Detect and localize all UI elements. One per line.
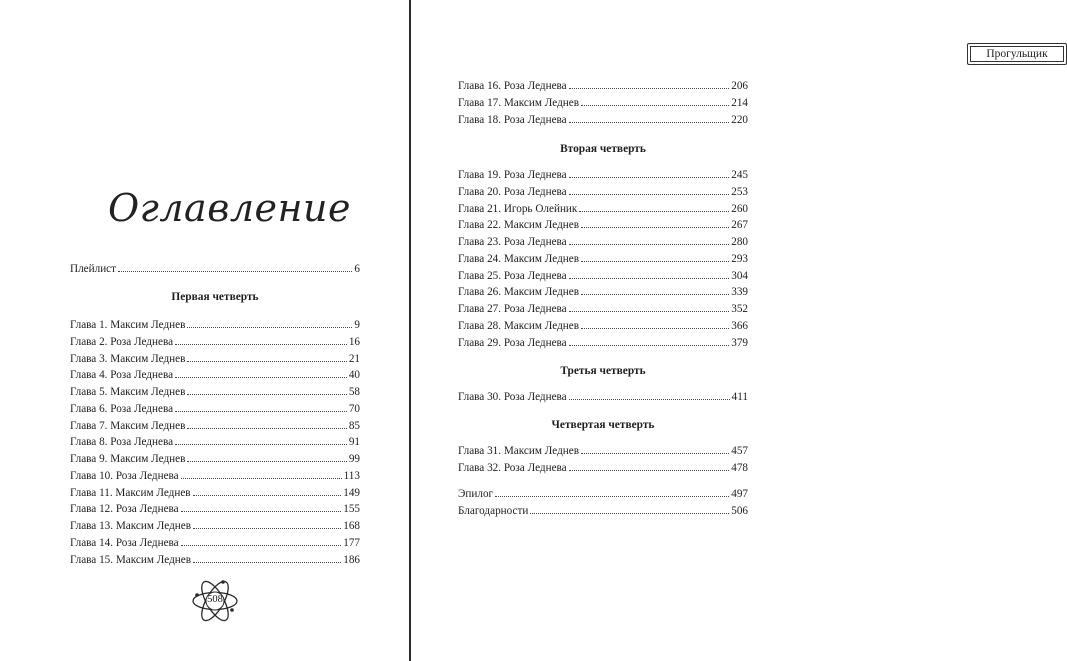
toc-entry-page: 99 <box>348 453 360 465</box>
toc-entry-label: Глава 30. Роза Леднева <box>458 391 567 403</box>
toc-entry-label: Глава 23. Роза Леднева <box>458 236 567 248</box>
left-page <box>0 0 409 661</box>
dot-leader <box>175 401 347 412</box>
toc-entry-label: Глава 22. Максим Леднев <box>458 219 580 232</box>
toc-entry-label: Глава 14. Роза Леднева <box>70 536 179 549</box>
toc-entry-page: 214 <box>731 96 748 109</box>
toc-entry[interactable] <box>458 486 748 503</box>
page-title: Оглавление <box>108 186 352 230</box>
toc-entry-page: 206 <box>731 80 748 92</box>
toc-entry[interactable] <box>70 351 360 368</box>
folio-emblem <box>190 576 240 626</box>
dot-leader <box>187 351 346 362</box>
dot-leader <box>181 468 342 479</box>
toc-entry-label: Глава 4. Роза Леднева <box>70 369 174 382</box>
chapter-list-fourth-quarter <box>458 443 748 477</box>
toc-entry[interactable] <box>70 552 360 569</box>
dot-leader <box>187 451 346 462</box>
dot-leader <box>187 418 346 429</box>
toc-entry-page: 149 <box>343 486 360 499</box>
toc-entry-page: 186 <box>343 553 360 566</box>
section-heading-first-quarter: Первая четверть <box>171 291 259 303</box>
toc-entry[interactable] <box>70 468 360 485</box>
toc-entry[interactable] <box>458 112 748 129</box>
toc-entry[interactable] <box>458 503 748 520</box>
dot-leader <box>530 503 729 514</box>
section-heading-third-quarter: Третья четверть <box>560 365 646 377</box>
toc-entry[interactable] <box>458 301 748 318</box>
toc-entry[interactable] <box>458 335 748 352</box>
toc-entry-page: 253 <box>731 185 748 198</box>
dot-leader <box>193 552 341 563</box>
dot-leader <box>569 78 730 89</box>
toc-entry-label: Глава 2. Роза Леднева <box>70 335 174 348</box>
toc-entry-page: 366 <box>731 319 748 332</box>
chapter-list-second-quarter <box>458 167 748 351</box>
toc-entry-page: 91 <box>348 436 360 449</box>
toc-entry-label: Глава 28. Максим Леднев <box>458 319 580 332</box>
section-heading-second-quarter: Вторая четверть <box>560 143 646 155</box>
dot-leader <box>193 485 342 496</box>
dot-leader <box>569 335 730 346</box>
back-matter-list <box>458 486 748 520</box>
dot-leader <box>579 201 729 212</box>
toc-entry[interactable] <box>458 443 748 460</box>
toc-entry-page: 304 <box>731 269 748 282</box>
toc-entry[interactable] <box>458 201 748 218</box>
toc-entry-label: Глава 13. Максим Леднев <box>70 520 192 532</box>
right-page <box>411 0 1048 661</box>
toc-entry-label: Глава 3. Максим Леднев <box>70 352 186 365</box>
toc-entry-label: Благодарности <box>458 504 529 517</box>
toc-entry[interactable] <box>458 268 748 285</box>
toc-entry-page: 411 <box>731 391 748 403</box>
toc-entry-playlist[interactable] <box>70 261 360 278</box>
toc-entry-page: 70 <box>348 402 360 415</box>
toc-entry-page: 339 <box>731 286 748 299</box>
section-heading-fourth-quarter: Четвертая четверть <box>551 419 655 431</box>
dot-leader <box>569 184 730 195</box>
toc-entry-label: Глава 7. Максим Леднев <box>70 419 186 432</box>
dot-leader <box>118 261 352 272</box>
toc-entry-label: Глава 15. Максим Леднев <box>70 553 192 566</box>
dot-leader <box>581 217 729 228</box>
toc-entry[interactable] <box>458 389 748 406</box>
dot-leader <box>569 112 730 123</box>
toc-entry-page: 168 <box>343 520 360 532</box>
chapter-list-first-quarter <box>70 317 360 568</box>
toc-entry[interactable] <box>458 167 748 184</box>
toc-entry-page: 280 <box>731 236 748 248</box>
toc-entry-label: Глава 6. Роза Леднева <box>70 402 174 415</box>
dot-leader <box>569 268 730 279</box>
toc-entry-label: Глава 8. Роза Леднева <box>70 436 174 449</box>
toc-entry[interactable] <box>458 217 748 234</box>
toc-entry-page: 113 <box>343 469 360 482</box>
toc-entry[interactable] <box>70 317 360 334</box>
toc-entry[interactable] <box>458 234 748 251</box>
toc-entry-page: 245 <box>731 169 748 181</box>
toc-entry-label: Глава 11. Максим Леднев <box>70 486 191 499</box>
toc-entry-label: Плейлист <box>70 263 117 275</box>
toc-entry-page: 177 <box>343 536 360 549</box>
playlist-list <box>70 261 360 278</box>
toc-entry-page: 21 <box>348 352 360 365</box>
toc-entry-label: Глава 25. Роза Леднева <box>458 269 567 282</box>
toc-entry-label: Глава 21. Игорь Олейник <box>458 202 578 215</box>
toc-entry-page: 85 <box>348 419 360 432</box>
toc-entry[interactable] <box>70 367 360 384</box>
dot-leader <box>581 251 729 262</box>
toc-entry-page: 293 <box>731 252 748 265</box>
toc-entry-label: Глава 5. Максим Леднев <box>70 386 186 398</box>
toc-entry-label: Глава 17. Максим Леднев <box>458 96 580 109</box>
toc-entry[interactable] <box>70 334 360 351</box>
dot-leader <box>181 501 342 512</box>
dot-leader <box>569 167 730 178</box>
dot-leader <box>495 486 729 497</box>
toc-entry[interactable] <box>70 518 360 535</box>
toc-entry-label: Глава 1. Максим Леднев <box>70 319 186 331</box>
toc-entry-label: Глава 24. Максим Леднев <box>458 252 580 265</box>
toc-entry[interactable] <box>458 460 748 477</box>
dot-leader <box>581 318 729 329</box>
toc-entry-page: 478 <box>731 461 748 474</box>
toc-entry[interactable] <box>70 451 360 468</box>
toc-entry-label: Глава 26. Максим Леднев <box>458 286 580 299</box>
toc-entry[interactable] <box>70 401 360 418</box>
toc-entry-label: Глава 27. Роза Леднева <box>458 303 567 315</box>
toc-entry-label: Глава 19. Роза Леднева <box>458 169 567 181</box>
dot-leader <box>569 301 730 312</box>
toc-entry[interactable] <box>70 501 360 518</box>
dot-leader <box>581 443 729 454</box>
toc-entry[interactable] <box>70 485 360 502</box>
toc-entry[interactable] <box>458 284 748 301</box>
toc-entry-label: Глава 16. Роза Леднева <box>458 80 567 92</box>
chapter-list-third-quarter <box>458 389 748 406</box>
toc-entry-page: 6 <box>354 263 360 275</box>
toc-entry[interactable] <box>458 78 748 95</box>
toc-entry[interactable] <box>458 251 748 268</box>
toc-entry-label: Глава 20. Роза Леднева <box>458 185 567 198</box>
toc-entry-label: Глава 9. Максим Леднев <box>70 453 186 465</box>
toc-entry-label: Глава 10. Роза Леднева <box>70 469 179 482</box>
toc-entry[interactable] <box>70 535 360 552</box>
toc-entry-page: 506 <box>731 504 748 517</box>
toc-entry-label: Глава 12. Роза Леднева <box>70 503 179 516</box>
dot-leader <box>181 535 342 546</box>
dot-leader <box>175 367 347 378</box>
toc-entry-page: 220 <box>731 113 748 126</box>
dot-leader <box>175 334 347 345</box>
toc-entry[interactable] <box>458 95 748 112</box>
dot-leader <box>581 284 729 295</box>
dot-leader <box>175 434 347 445</box>
toc-entry-page: 155 <box>343 503 360 516</box>
toc-entry[interactable] <box>70 384 360 401</box>
dot-leader <box>569 389 730 400</box>
dot-leader <box>569 234 730 245</box>
toc-entry-page: 9 <box>354 319 360 331</box>
toc-entry-label: Глава 29. Роза Леднева <box>458 336 567 349</box>
toc-entry[interactable] <box>458 184 748 201</box>
dot-leader <box>569 460 730 471</box>
toc-entry-label: Эпилог <box>458 488 494 500</box>
toc-entry[interactable] <box>70 434 360 451</box>
toc-entry-page: 457 <box>731 445 748 457</box>
toc-entry-label: Глава 31. Максим Леднев <box>458 445 580 457</box>
toc-entry-page: 497 <box>731 488 748 500</box>
dot-leader <box>187 317 352 328</box>
page-number: 508 <box>207 594 223 605</box>
running-head: Прогульщик <box>967 43 1067 65</box>
toc-entry-page: 267 <box>731 219 748 232</box>
toc-entry-page: 58 <box>348 386 360 398</box>
toc-entry[interactable] <box>70 418 360 435</box>
toc-entry-page: 16 <box>348 335 360 348</box>
dot-leader <box>193 518 341 529</box>
toc-entry-label: Глава 18. Роза Леднева <box>458 113 567 126</box>
toc-entry-page: 379 <box>731 336 748 349</box>
chapter-list-continued <box>458 78 748 128</box>
toc-entry-page: 260 <box>731 202 748 215</box>
toc-entry-page: 40 <box>348 369 360 382</box>
toc-entry[interactable] <box>458 318 748 335</box>
dot-leader <box>581 95 729 106</box>
toc-entry-page: 352 <box>731 303 748 315</box>
dot-leader <box>187 384 346 395</box>
toc-entry-label: Глава 32. Роза Леднева <box>458 461 567 474</box>
